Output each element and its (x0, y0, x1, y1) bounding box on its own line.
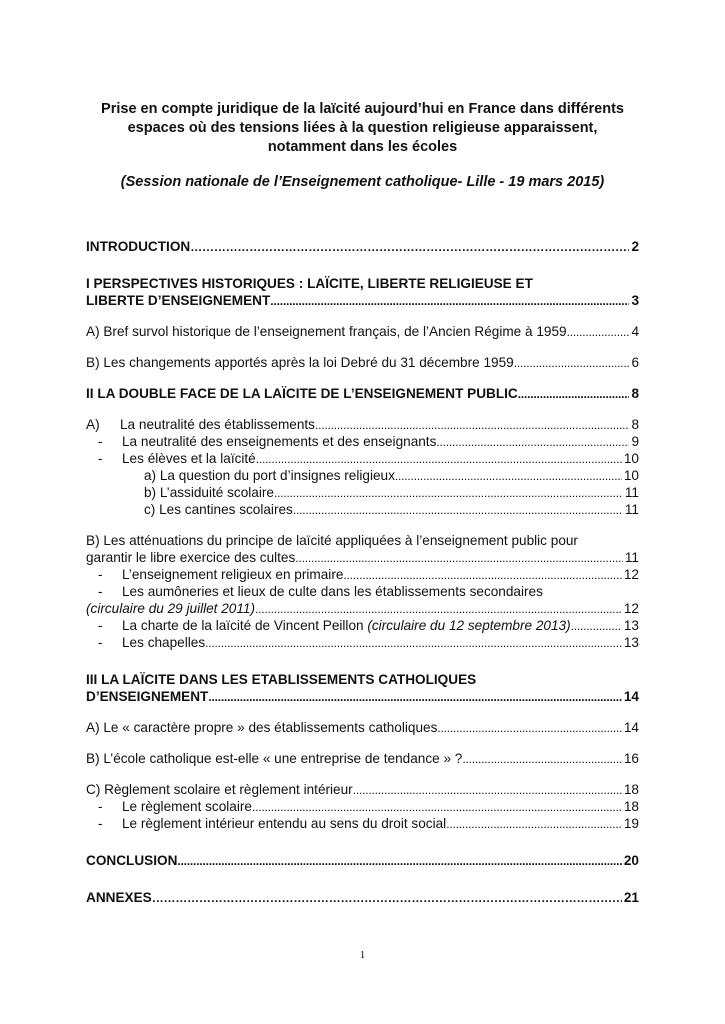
toc-part2-b1: - L’enseignement religieux en primaire ..... 12 (86, 566, 639, 583)
toc-part1-a: A) Bref survol historique de l’enseignement français, de l’Ancien Régime à 1959 ..... 4 (86, 323, 639, 340)
toc-part3-a: A) Le « caractère propre » des établissements catholiques ..... 14 (86, 719, 639, 736)
toc-page-number: 3 (631, 293, 639, 308)
table-of-contents (86, 238, 639, 906)
toc-part3-c2: - Le règlement intérieur entendu au sens du droit social ..... 19 (86, 815, 639, 832)
toc-part3-c: C) Règlement scolaire et règlement intérieur ..... 18 (86, 781, 639, 798)
toc-part2-b3: - La charte de la laïcité de Vincent Peillon (circulaire du 12 septembre 2013) ..... 13 (86, 617, 639, 634)
toc-part3-b: B) L’école catholique est-elle « une entreprise de tendance » ? ..... 16 (86, 750, 639, 767)
toc-conclusion: CONCLUSION ..... 20 (86, 852, 639, 869)
toc-part2-b2-line1: - Les aumôneries et lieux de culte dans les établissements secondaires (98, 584, 543, 599)
document-subtitle: (Session nationale de l’Enseignement catholique- Lille - 19 mars 2015) (120, 174, 605, 190)
toc-part3-line2: D’ENSEIGNEMENT ..... 14 (86, 688, 639, 705)
toc-introduction: INTRODUCTION ……………………………………………………………………………………………………………………………………………………………………………… 2 (86, 238, 639, 255)
toc-part1-line1: I PERSPECTIVES HISTORIQUES : LAÏCITE, LIBERTE RELIGIEUSE ET (86, 276, 533, 291)
title-line-1: Prise en compte juridique de la laïcité aujourd’hui en France dans différents (101, 101, 624, 117)
toc-part2-b-line1: B) Les atténuations du principe de laïcité appliquées à l’enseignement public pour (86, 533, 578, 548)
toc-part1-b: B) Les changements apportés après la loi Debré du 31 décembre 1959 ..... 6 (86, 354, 639, 371)
toc-part2-a2: - Les élèves et la laïcité ..... 10 (86, 450, 639, 467)
toc-part1-line2: LIBERTE D’ENSEIGNEMENT ..... 3 (86, 292, 639, 309)
toc-part2-b4: - Les chapelles ..... 13 (86, 634, 639, 651)
toc-part2-a: A) La neutralité des établissements ..... 8 (86, 416, 639, 433)
toc-part2-b-line2: garantir le libre exercice des cultes ..... 11 (86, 549, 639, 566)
toc-part2-b2-line2: (circulaire du 29 juillet 2011) ..... 12 (86, 600, 639, 617)
toc-part2-a2b: b) L’assiduité scolaire ..... 11 (86, 484, 639, 501)
title-line-2: espaces où des tensions liées à la question religieuse apparaissent, (127, 120, 598, 136)
document-title (0, 100, 725, 157)
toc-part2: II LA DOUBLE FACE DE LA LAÏCITE DE L’ENSEIGNEMENT PUBLIC ..... 8 (86, 385, 639, 402)
toc-part2-a2c: c) Les cantines scolaires ..... 11 (86, 501, 639, 518)
toc-part2-a1: - La neutralité des enseignements et des enseignants ..... 9 (86, 433, 639, 450)
title-line-3: notamment dans les écoles (267, 139, 458, 155)
toc-annexes: ANNEXES ……………………………………………………………………………………………………………………………………………………………………………… 21 (86, 889, 639, 906)
toc-part2-a2a: a) La question du port d’insignes religieux ..... 10 (86, 467, 639, 484)
page-number: 1 (359, 949, 366, 961)
toc-page-number: 2 (631, 239, 639, 254)
toc-part3-line1: III LA LAÏCITE DANS LES ETABLISSEMENTS CATHOLIQUES (86, 672, 477, 687)
toc-part3-c1: - Le règlement scolaire ..... 18 (86, 798, 639, 815)
